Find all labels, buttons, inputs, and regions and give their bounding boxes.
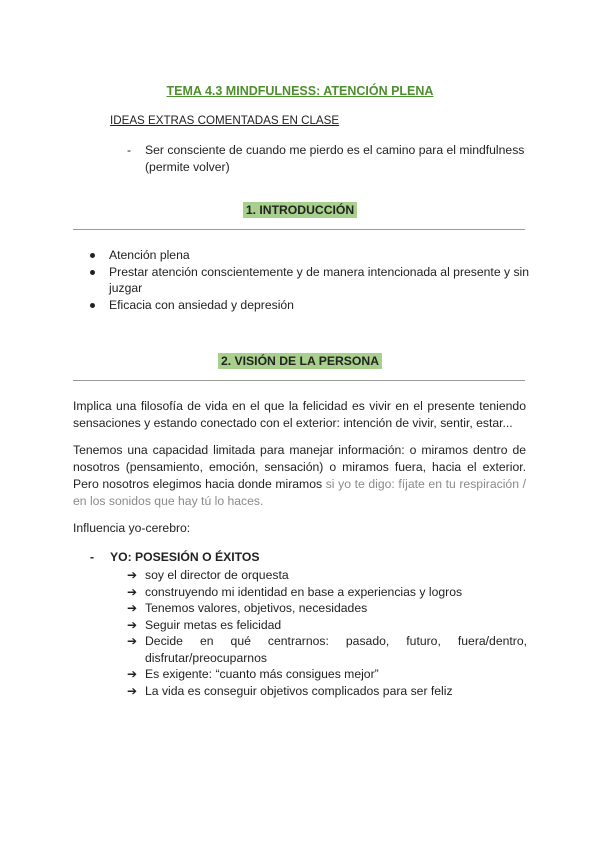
list-item <box>90 247 530 264</box>
arrow-right-icon: ➔ <box>127 683 138 698</box>
paragraph-philosophy: Implica una filosofía de vida en el que la felicidad es vivir en el presente teniendo sensaciones y estando conectado con el exterior: intención de vivir, sentir, estar... <box>73 399 526 430</box>
list-item <box>127 584 527 601</box>
yo-heading-text: YO: POSESIÓN O ÉXITOS <box>110 550 260 564</box>
list-item-text: Eficacia con ansiedad y depresión <box>109 297 294 312</box>
list-item <box>127 567 527 584</box>
list-item <box>127 666 527 683</box>
list-item <box>90 264 530 297</box>
ideas-item-text: Ser consciente de cuando me pierdo es el camino para el mindfulness (permite volver) <box>145 143 525 174</box>
intro-bullet-list <box>90 247 530 313</box>
arrow-right-icon: ➔ <box>127 568 138 582</box>
list-item-text: soy el director de orquesta <box>145 568 289 582</box>
section-1-heading-text: 1. INTRODUCCIÓN <box>243 202 357 218</box>
section-1-divider <box>73 229 525 230</box>
bullet-icon <box>90 270 95 275</box>
list-item-text: Es exigente: “cuanto más consigues mejor” <box>145 667 379 681</box>
dash-marker: - <box>127 143 132 157</box>
section-2-divider <box>73 380 525 381</box>
paragraph-attention-example: si yo te digo: fíjate en tu respiración / en los sonidos que hay tú lo haces. <box>73 477 526 508</box>
list-item <box>90 297 530 314</box>
section-2-heading <box>0 354 600 368</box>
arrow-right-icon: ➔ <box>127 584 138 599</box>
list-item-text: Atención plena <box>109 248 190 262</box>
paragraph-attention-main: Tenemos una capacidad limitada para manejar información: o miramos dentro de nosotros (pensamiento, emoción, sensación) o miramos fuera, hacia el exterior. Pero nosotros elegimos hacia donde miramos <box>73 443 526 491</box>
list-item-text: Tenemos valores, objetivos, necesidades <box>145 601 368 615</box>
list-item <box>127 683 527 700</box>
dash-marker: - <box>90 550 95 564</box>
bullet-icon <box>90 303 95 308</box>
list-item <box>127 600 527 617</box>
list-item-text: construyendo mi identidad en base a experiencias y logros <box>145 584 463 599</box>
paragraph-attention <box>73 442 526 510</box>
list-item <box>127 633 527 666</box>
page-title: TEMA 4.3 MINDFULNESS: ATENCIÓN PLENA <box>166 84 434 98</box>
section-2-heading-text: 2. VISIÓN DE LA PERSONA <box>218 353 382 369</box>
arrow-right-icon: ➔ <box>127 634 138 648</box>
paragraph-influence: Influencia yo-cerebro: <box>73 521 191 535</box>
bullet-icon <box>90 253 95 258</box>
arrow-right-icon: ➔ <box>127 617 138 632</box>
yo-arrow-list <box>127 567 527 699</box>
arrow-right-icon: ➔ <box>127 601 138 615</box>
list-item-text: La vida es conseguir objetivos complicados para ser feliz <box>145 683 453 698</box>
section-1-heading <box>0 203 600 217</box>
arrow-right-icon: ➔ <box>127 667 138 681</box>
ideas-heading: IDEAS EXTRAS COMENTADAS EN CLASE <box>110 114 340 127</box>
list-item <box>127 617 527 634</box>
list-item-text: Decide en qué centrarnos: pasado, futuro, fuera/dentro, disfrutar/preocuparnos <box>145 634 527 665</box>
list-item-text: Prestar atención conscientemente y de manera intencionada al presente y sin juzgar <box>109 264 530 295</box>
list-item-text: Seguir metas es felicidad <box>145 617 282 632</box>
